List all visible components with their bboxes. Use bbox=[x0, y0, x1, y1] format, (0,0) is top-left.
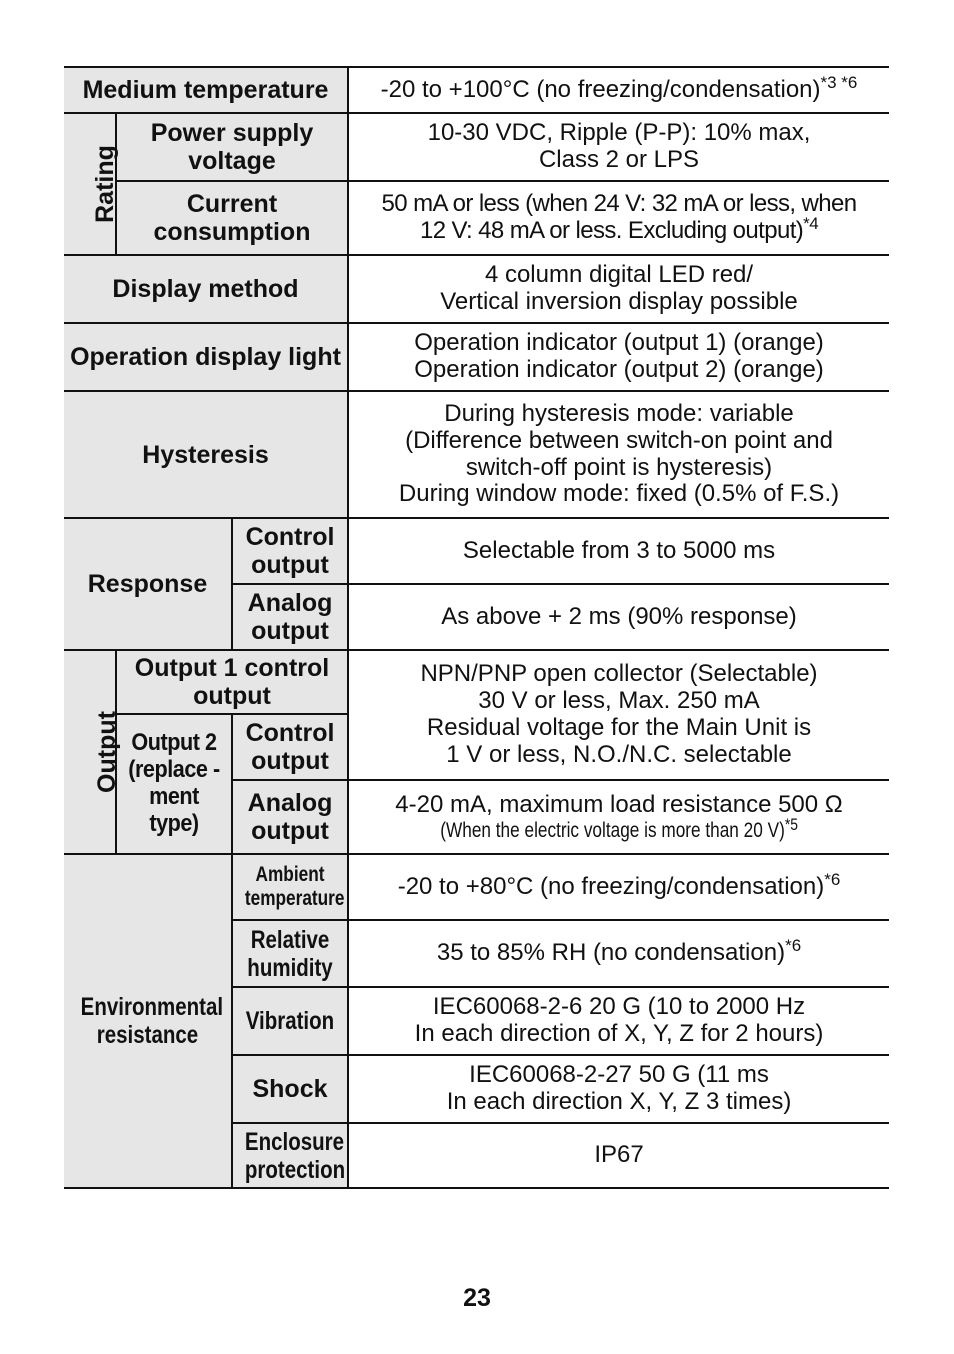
display-method-label: Display method bbox=[64, 255, 348, 323]
ambient-temperature-label: Ambient temperature bbox=[232, 854, 348, 920]
response-analog-label: Analog output bbox=[232, 584, 348, 650]
output-control-label: Control output bbox=[232, 714, 348, 780]
response-control-value: Selectable from 3 to 5000 ms bbox=[348, 518, 889, 584]
response-label: Response bbox=[64, 518, 232, 650]
enclosure-protection-label: Enclosure protection bbox=[232, 1123, 348, 1188]
footnote-ref: *4 bbox=[803, 214, 819, 233]
output-group-label: Output bbox=[64, 650, 116, 854]
row-ambient-temperature bbox=[64, 854, 889, 920]
row-operation-display-light bbox=[64, 323, 889, 391]
current-consumption-value: 50 mA or less (when 24 V: 32 mA or less, when 12 V: 48 mA or less. Excluding output)$^{*4}$ bbox=[348, 181, 889, 255]
output-analog-label: Analog output bbox=[232, 780, 348, 854]
current-consumption-label: Current consumption bbox=[116, 181, 348, 255]
ambient-temperature-value: -20 to +80°C (no freezing/condensation)$^{*6}$ bbox=[348, 854, 889, 920]
enclosure-protection-value: IP67 bbox=[348, 1123, 889, 1188]
footnote-ref: *6 bbox=[785, 936, 802, 956]
row-medium-temperature bbox=[64, 67, 889, 113]
rating-group-label: Rating bbox=[64, 113, 116, 255]
relative-humidity-value: 35 to 85% RH (no condensation)$^{*6}$ bbox=[348, 920, 889, 987]
response-control-label: Control output bbox=[232, 518, 348, 584]
environmental-resistance-label: Environmental resistance bbox=[64, 854, 232, 1188]
operation-display-light-value: Operation indicator (output 1) (orange) Operation indicator (output 2) (orange) bbox=[348, 323, 889, 391]
hysteresis-label: Hysteresis bbox=[64, 391, 348, 518]
medium-temperature-value: -20 to +100°C (no freezing/condensation)$^{*3 *6}$ bbox=[348, 67, 889, 113]
vibration-value: IEC60068-2-6 20 G (10 to 2000 Hz In each direction of X, Y, Z for 2 hours) bbox=[348, 987, 889, 1055]
footnote-ref: *5 bbox=[784, 814, 798, 834]
shock-label: Shock bbox=[232, 1055, 348, 1123]
row-power-supply bbox=[64, 113, 889, 181]
power-supply-value: 10-30 VDC, Ripple (P-P): 10% max, Class 2 or LPS bbox=[348, 113, 889, 181]
output-2-label: Output 2 (replace -ment type) bbox=[116, 714, 232, 854]
power-supply-label: Power supply voltage bbox=[116, 113, 348, 181]
footnote-ref: *3 *6 bbox=[820, 72, 858, 92]
footnote-ref: *6 bbox=[824, 869, 841, 889]
page-number: 23 bbox=[463, 1284, 491, 1312]
output-control-value: NPN/PNP open collector (Selectable) 30 V or less, Max. 250 mA Residual voltage for the Main Unit is 1 V or less, N.O./N.C. selectable bbox=[348, 650, 889, 780]
output-1-label: Output 1 control output bbox=[116, 650, 348, 714]
hysteresis-value: During hysteresis mode: variable (Difference between switch-on point and switch-off point is hysteresis) During window mode: fixed (0.5% of F.S.) bbox=[348, 391, 889, 518]
row-hysteresis bbox=[64, 391, 889, 518]
row-display-method bbox=[64, 255, 889, 323]
row-response-control bbox=[64, 518, 889, 584]
response-analog-value: As above + 2 ms (90% response) bbox=[348, 584, 889, 650]
row-current-consumption bbox=[64, 181, 889, 255]
spec-table bbox=[64, 66, 889, 1189]
display-method-value: 4 column digital LED red/ Vertical inversion display possible bbox=[348, 255, 889, 323]
row-output-1 bbox=[64, 650, 889, 714]
medium-temperature-label: Medium temperature bbox=[64, 67, 348, 113]
vibration-label: Vibration bbox=[232, 987, 348, 1055]
relative-humidity-label: Relative humidity bbox=[232, 920, 348, 987]
output-analog-value: 4-20 mA, maximum load resistance 500 Ω (When the electric voltage is more than 20 V)$^{*5}$ bbox=[348, 780, 889, 854]
shock-value: IEC60068-2-27 50 G (11 ms In each direction X, Y, Z 3 times) bbox=[348, 1055, 889, 1123]
operation-display-light-label: Operation display light bbox=[64, 323, 348, 391]
